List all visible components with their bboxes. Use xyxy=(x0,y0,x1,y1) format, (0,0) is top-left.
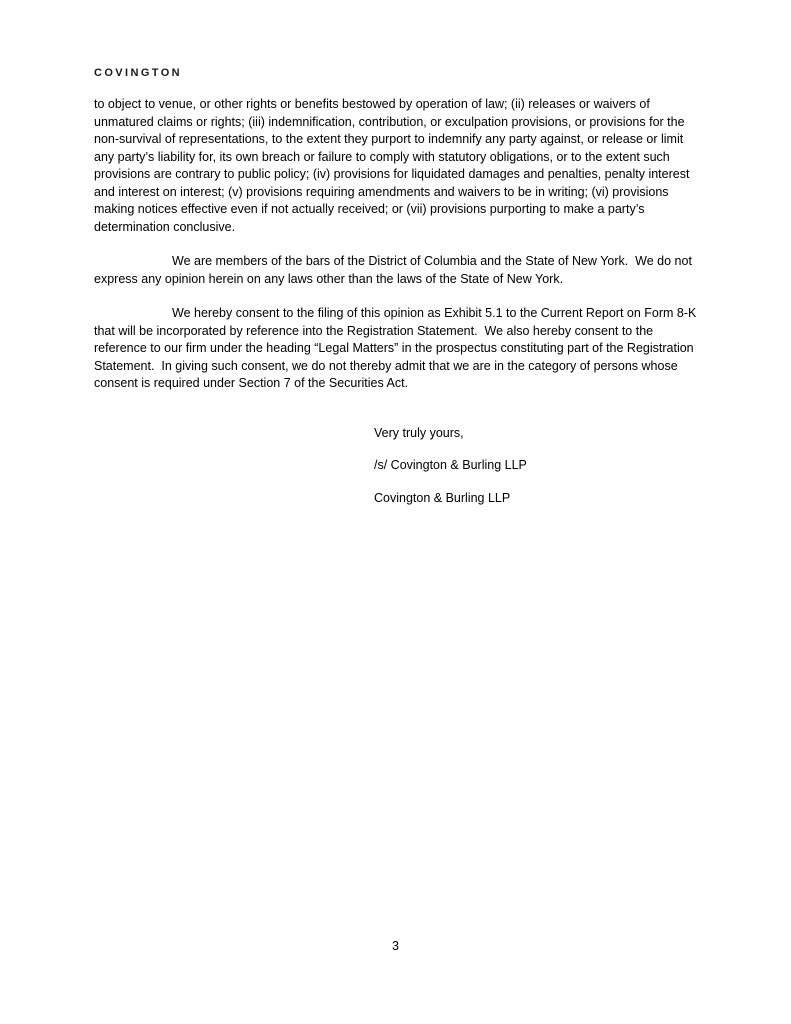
signature-line: /s/ Covington & Burling LLP xyxy=(374,458,527,472)
firm-logo-text: COVINGTON xyxy=(94,67,183,79)
firm-name-line: Covington & Burling LLP xyxy=(374,490,511,505)
page-number: 3 xyxy=(392,939,399,953)
closing-line: Very truly yours, xyxy=(374,425,464,440)
paragraph-consent: We hereby consent to the filing of this opinion as Exhibit 5.1 to the Current Report on Form 8-K that will be incorporated by reference into the Registration Statement. We also hereby consent to the reference to our firm under the heading “Legal Matters” in the prospectus constituting part of the Registration Statement. In giving such consent, we do not thereby admit that we are in the category of persons whose consent is required under Section 7 of the Securities Act. xyxy=(94,306,700,390)
letterhead xyxy=(94,67,182,79)
letter-body xyxy=(94,96,700,522)
signature-block xyxy=(374,425,700,508)
page-footer xyxy=(0,938,791,956)
paragraph-bar-membership: We are members of the bars of the District of Columbia and the State of New York. We do not express any opinion herein on any laws other than the laws of the State of New York. xyxy=(94,254,696,286)
paragraph-enforceability-exceptions: to object to venue, or other rights or benefits bestowed by operation of law; (ii) releases or waivers of unmatured claims or rights; (iii) indemnification, contribution, or exculpation provisions, or provisions for the non-survival of representations, to the extent they purport to indemnify any party against, or release or limit any party’s liability for, its own breach or failure to comply with statutory obligations, or to the extent such provisions are contrary to public policy; (iv) provisions for liquidated damages and penalties, penalty interest and interest on interest; (v) provisions requiring amendments and waivers to be in writing; (vi) provisions making notices effective even if not actually received; or (vii) provisions purporting to make a party’s determination conclusive. xyxy=(94,97,693,234)
